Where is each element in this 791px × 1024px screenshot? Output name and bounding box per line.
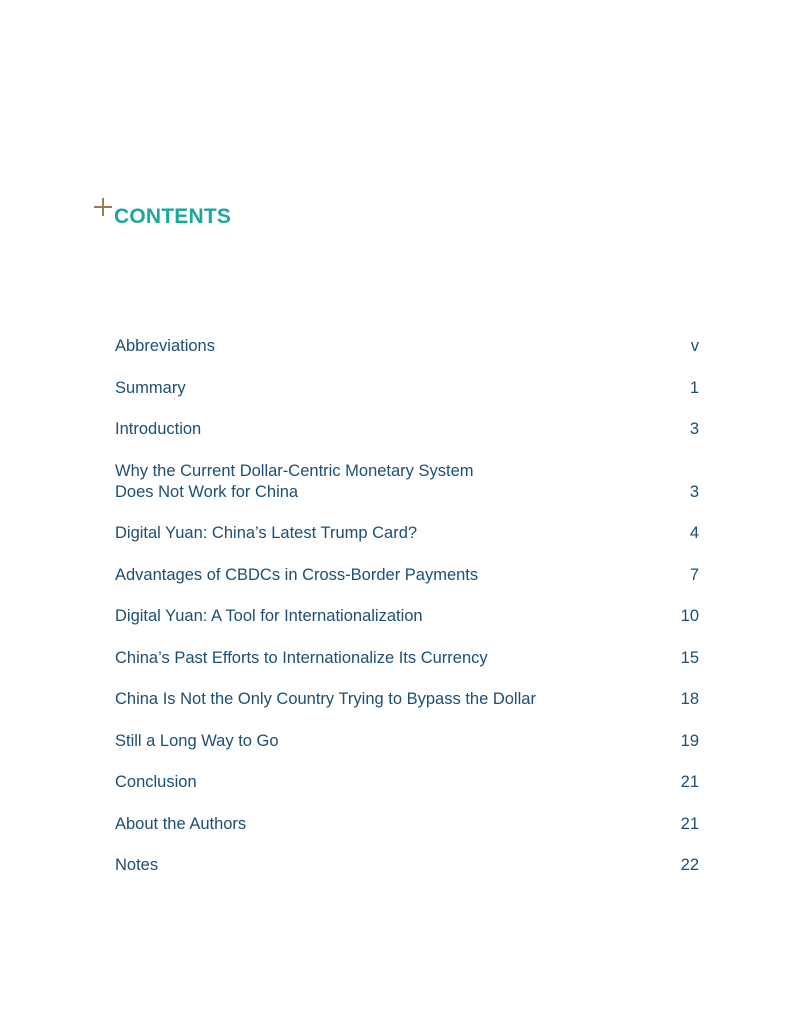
toc-entry-cbdc-advantages[interactable]	[115, 565, 699, 586]
toc-entry-digital-yuan-trump-card[interactable]	[115, 523, 699, 544]
toc-entry-title: Conclusion	[115, 773, 197, 791]
toc-entry-page: 19	[680, 731, 699, 750]
toc-entry-title: About the Authors	[115, 814, 247, 833]
toc-entry-title: Introduction	[115, 420, 202, 438]
toc-entry-long-way-to-go[interactable]	[115, 731, 699, 752]
toc-entry-page: 22	[680, 856, 699, 874]
toc-entry-notes[interactable]	[115, 855, 699, 876]
toc-entry-summary[interactable]	[115, 378, 699, 399]
toc-entry-title: Digital Yuan: China’s Latest Trump Card?	[115, 524, 418, 542]
toc-entry-past-efforts[interactable]	[115, 648, 699, 669]
toc-entry-page: 4	[689, 524, 699, 542]
toc-entry-title: Notes	[115, 856, 159, 874]
toc-entry-page: 3	[689, 482, 699, 501]
toc-entry-abbreviations[interactable]	[115, 336, 699, 357]
toc-entry-conclusion[interactable]	[115, 772, 699, 793]
toc-entry-page: 1	[689, 378, 699, 397]
page-title: CONTENTS	[114, 205, 232, 228]
toc-entry-title: Digital Yuan: A Tool for Internationalization	[115, 607, 423, 625]
toc-entry-page: 21	[680, 814, 699, 833]
toc-entry-title: Summary	[115, 378, 186, 397]
toc-entry-page: 7	[689, 565, 699, 584]
toc-entry-title: Abbreviations	[115, 337, 215, 355]
contents-heading	[94, 196, 494, 236]
toc-entry-internationalization-tool[interactable]	[115, 606, 699, 627]
toc-entry-title: Still a Long Way to Go	[115, 731, 279, 750]
toc-entry-bypass-dollar[interactable]	[115, 689, 699, 710]
toc-entry-title: China’s Past Efforts to Internationalize Its Currency	[115, 648, 488, 667]
toc-entry-page: 18	[680, 690, 699, 708]
plus-icon	[94, 198, 112, 216]
toc-entry-page: 15	[680, 648, 699, 667]
table-of-contents	[115, 336, 699, 897]
toc-entry-page: 21	[680, 773, 699, 791]
toc-entry-page: 10	[680, 607, 699, 625]
toc-entry-page: v	[690, 337, 699, 355]
toc-entry-page: 3	[689, 420, 699, 438]
toc-entry-introduction[interactable]	[115, 419, 699, 440]
toc-entry-title: China Is Not the Only Country Trying to Bypass the Dollar	[115, 690, 536, 708]
toc-entry-title: Why the Current Dollar-Centric Monetary System Does Not Work for China	[115, 461, 474, 501]
toc-entry-about-authors[interactable]	[115, 814, 699, 835]
toc-entry-dollar-centric-system[interactable]	[115, 461, 699, 503]
toc-entry-title: Advantages of CBDCs in Cross-Border Payments	[115, 565, 479, 584]
